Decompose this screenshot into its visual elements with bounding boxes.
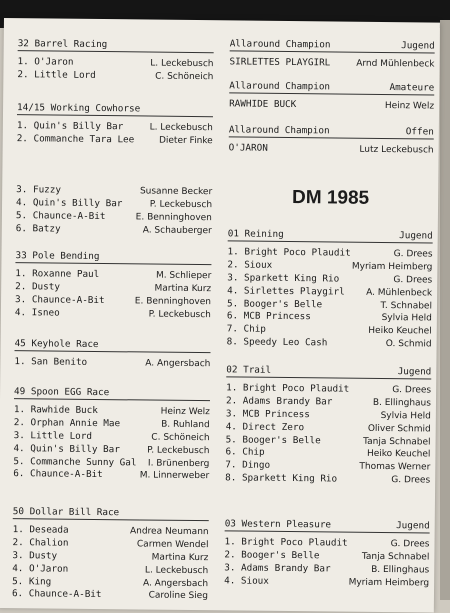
rider-name: T. Schnabel [380,300,433,312]
rider-name: Tanja Schnabel [361,551,430,563]
rider-name: Heiko Keuchel [366,449,431,460]
rider-name: Andrea Neumann [129,526,209,538]
rider-name: G. Drees [393,274,433,286]
horse-name: 5. King [12,575,52,588]
rider-name: P. Leckebusch [147,445,210,456]
right-column [224,36,435,589]
section-reining [227,228,433,351]
rider-name: Heinz Welz [384,100,435,112]
rider-name: Carmen Wendel [136,539,209,551]
horse-name: 2. Dusty [15,281,61,293]
section-class: Jugend [401,40,435,52]
horse-name: 1. O'Jaron [17,56,74,68]
rider-name: Susanne Becker [139,186,213,198]
section-title: 02 Trail [226,364,272,376]
horse-name: 1. Bright Poco Plaudit [227,246,351,259]
section-working-cowhorse-cont [16,184,213,238]
rider-name: Sylvia Held [381,313,432,324]
section-spoon-egg-race [13,386,210,483]
rider-name: M. Schlieper [155,270,212,282]
section-working-cowhorse [17,102,213,148]
result-row [229,56,434,71]
section-class: Offen [405,126,434,138]
horse-name: 1. San Benito [14,356,88,368]
section-title: 45 Keyhole Race [14,338,99,351]
rider-name: C. Schöneich [151,432,210,443]
result-row [229,98,434,113]
horse-name: O'JARON [228,142,268,154]
rider-name: Heinz Welz [160,406,210,418]
horse-name: 1. Bright Poco Plaudit [224,536,348,549]
result-row [15,307,211,322]
horse-name: SIRLETTES PLAYGIRL [229,56,331,69]
rider-name: O. Schmid [385,339,432,350]
horse-name: 5. Booger's Belle [226,297,323,310]
section-title: Allaround Champion [229,38,331,51]
section-class: Jugend [397,366,432,378]
left-column [11,34,214,602]
rider-name: Myriam Heimberg [351,261,433,273]
horse-name: 4. Sirlettes Playgirl [227,285,345,298]
horse-name: 5. Booger's Belle [225,433,321,446]
rider-name: G. Drees [390,539,430,550]
rider-name: Heiko Keuchel [368,326,432,337]
rider-name: E. Benninghoven [134,296,212,307]
horse-name: 6. MCB Princess [226,310,311,323]
horse-name: 1. Quin's Billy Bar [16,120,124,133]
horse-name: 4. Sioux [224,575,269,587]
rider-name: Tanja Schnabel [363,436,431,448]
horse-name: 7. Chip [226,323,266,336]
rider-name: G. Drees [391,475,431,486]
results-page [0,18,440,613]
section-western-pleasure [224,518,430,590]
horse-name: 4. O'Jaron [12,562,69,575]
rider-name: G. Drees [392,385,432,396]
horse-name: 3. Chaunce-A-Bit [14,293,105,306]
rider-name: Myriam Heimberg [348,577,430,589]
horse-name: 1. Deseada [12,524,69,536]
horse-name: 5. Chaunce-A-Bit [15,209,106,222]
horse-name: 2. Chalion [12,537,69,549]
result-row [224,575,429,590]
rider-name: Dieter Finke [158,135,213,147]
horse-name: 2. Little Lord [17,69,96,81]
result-row [17,133,213,148]
section-title: 14/15 Working Cowhorse [17,102,141,115]
section-pole-bending [15,250,212,322]
rider-name: A. Schauberger [142,225,212,236]
horse-name: 6. Chip [225,446,265,459]
section-class: Jugend [399,230,433,242]
section-keyhole-race [14,338,210,371]
horse-name: 6. Chaunce-A-Bit [11,588,102,601]
result-row [227,337,432,352]
horse-name: 1. Rawhide Buck [13,404,98,417]
result-row [16,223,212,238]
result-row [14,356,210,371]
result-row [225,473,430,488]
horse-name: 5. Commanche Sunny Gal [13,455,137,468]
section-class: Amateure [389,82,435,94]
section-title: 33 Pole Bending [15,250,100,263]
horse-name: 1. Roxanne Paul [15,268,100,281]
horse-name: 2. Adams Brandy Bar [225,395,333,408]
section-trail [225,364,431,487]
section-allaround-offen [229,124,434,157]
horse-name: 2. Orphan Annie Mae [13,417,121,430]
section-barrel-racing [17,38,213,84]
rider-name: Lutz Leckebusch [359,144,434,156]
rider-name: Arnd Mühlenbeck [356,58,435,70]
horse-name: 3. Little Lord [13,429,93,442]
rider-name: E. Benninghoven [135,212,212,223]
section-allaround-jugend [229,38,434,71]
rider-name: A. Mühlenbeck [366,287,433,299]
rider-name: I. Brünenberg [147,458,210,469]
result-row [13,469,209,484]
result-row [229,142,434,157]
rider-name: Thomas Werner [359,462,431,473]
rider-name: A. Angersbach [145,358,211,370]
rider-name: G. Drees [393,249,433,260]
rider-name: Sylvia Held [380,410,431,422]
section-title: Allaround Champion [229,80,331,93]
section-title: Allaround Champion [228,124,330,137]
rider-name: Martina Kurz [151,552,209,563]
rider-name: C. Schöneich [155,71,214,83]
horse-name: 4. Direct Zero [225,421,305,433]
horse-name: 3. MCB Princess [225,408,310,421]
section-title: 32 Barrel Racing [17,38,108,51]
horse-name: 6. Chaunce-A-Bit [13,468,103,481]
horse-name: 3. Adams Brandy Bar [224,562,331,575]
section-title: 01 Reining [227,228,284,240]
section-allaround-amateure [229,80,434,113]
rider-name: P. Leckebusch [149,199,213,211]
rider-name: B. Ellinghaus [371,564,430,576]
section-dollar-bill-race [12,506,209,603]
rider-name: L. Leckebusch [149,122,213,134]
rider-name: Caroline Sieg [148,590,209,602]
horse-name: 3. Dusty [12,549,58,562]
rider-name: L. Leckebusch [150,58,214,70]
horse-name: 8. Speedy Leo Cash [226,336,328,349]
horse-name: 4. Quin's Billy Bar [13,442,120,455]
section-class: Jugend [396,520,430,532]
rider-name: L. Leckebusch [144,565,209,576]
page-right-edge [440,20,450,600]
result-row [17,69,213,84]
horse-name: 2. Booger's Belle [224,549,320,562]
horse-name: 1. Bright Poco Plaudit [226,382,350,395]
horse-name: 6. Batzy [15,222,61,235]
horse-name: 2. Commanche Tara Lee [16,133,135,146]
rider-name: P. Leckebusch [148,309,211,320]
section-title: 49 Spoon EGG Race [14,386,110,399]
result-row [12,589,208,604]
horse-name: 8. Sparkett King Rio [225,472,338,485]
horse-name: 7. Dingo [225,459,271,472]
rider-name: B. Ellinghaus [372,397,432,409]
horse-name: 4. Isneo [14,306,60,319]
horse-name: RAWHIDE BUCK [229,98,297,111]
rider-name: Oliver Schmid [367,423,431,435]
rider-name: Martina Kurz [154,283,212,295]
horse-name: 3. Fuzzy [16,184,62,196]
rider-name: B. Ruhland [161,419,210,431]
horse-name: 3. Sparkett King Rio [227,272,340,285]
section-title: 03 Western Pleasure [224,518,332,531]
horse-name: 4. Quin's Billy Bar [16,197,123,210]
dm-title: DM 1985 [291,187,370,209]
horse-name: 2. Sioux [227,259,273,271]
rider-name: M. Linnerweber [139,470,210,482]
rider-name: A. Angersbach [142,578,209,589]
section-title: 50 Dollar Bill Race [12,506,120,519]
